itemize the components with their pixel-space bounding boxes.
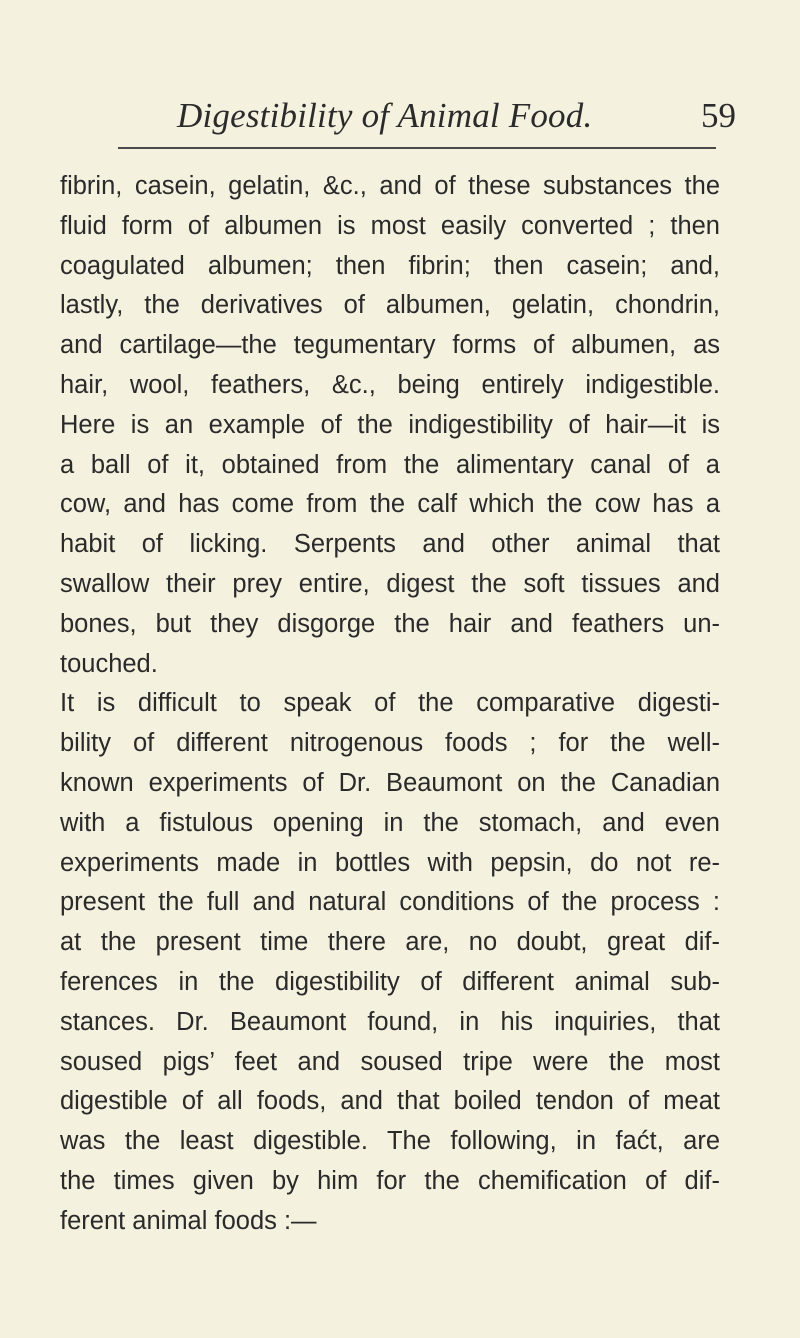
text-line: touched.	[60, 649, 158, 678]
text-line: digestible of all foods, and that boiled tendon of meat	[60, 1087, 720, 1116]
text-line: was the least digestible. The following, in faćt, are	[60, 1127, 720, 1156]
page-header	[60, 96, 740, 146]
text-line: at the present time there are, no doubt, great dif-	[60, 928, 720, 957]
header-rule	[118, 147, 716, 149]
text-line: swallow their prey entire, digest the soft tissues and	[60, 569, 720, 598]
text-line: with a fistulous opening in the stomach, and even	[60, 808, 720, 837]
text-line: fibrin, casein, gelatin, &c., and of these substances the	[60, 172, 720, 200]
text-line: stances. Dr. Beaumont found, in his inquiries, that	[60, 1007, 720, 1036]
text-line: soused pigs’ feet and soused tripe were the most	[60, 1047, 720, 1076]
text-line: fluid form of albumen is most easily converted ; then	[60, 211, 720, 240]
text-line: bility of different nitrogenous foods ; for the well-	[60, 729, 720, 758]
text-line: the times given by him for the chemification of dif-	[60, 1166, 720, 1195]
text-line: cow, and has come from the calf which the cow has a	[60, 490, 720, 519]
text-line: It is difficult to speak of the comparative digesti-	[60, 689, 720, 718]
text-line: ferent animal foods :—	[60, 1206, 317, 1235]
text-line: experiments made in bottles with pepsin, do not re-	[60, 848, 720, 877]
text-line: hair, wool, feathers, &c., being entirely indigestible.	[60, 370, 720, 399]
page-number: 59	[701, 96, 736, 135]
text-line: known experiments of Dr. Beaumont on the Canadian	[60, 768, 720, 797]
text-line: Here is an example of the indigestibility of hair—it is	[60, 410, 720, 439]
running-title: Digestibility of Animal Food.	[177, 96, 593, 135]
text-line: habit of licking. Serpents and other animal that	[60, 530, 720, 559]
text-line: ferences in the digestibility of different animal sub-	[60, 967, 720, 996]
text-line: and cartilage—the tegumentary forms of albumen, as	[60, 331, 720, 360]
text-line: bones, but they disgorge the hair and feathers un-	[60, 609, 720, 638]
text-line: lastly, the derivatives of albumen, gelatin, chondrin,	[60, 291, 720, 320]
text-line: a ball of it, obtained from the alimentary canal of a	[60, 450, 720, 479]
body-text	[60, 167, 720, 1242]
text-line: present the full and natural conditions of the process :	[60, 888, 720, 917]
text-line: coagulated albumen; then fibrin; then casein; and,	[60, 251, 720, 280]
